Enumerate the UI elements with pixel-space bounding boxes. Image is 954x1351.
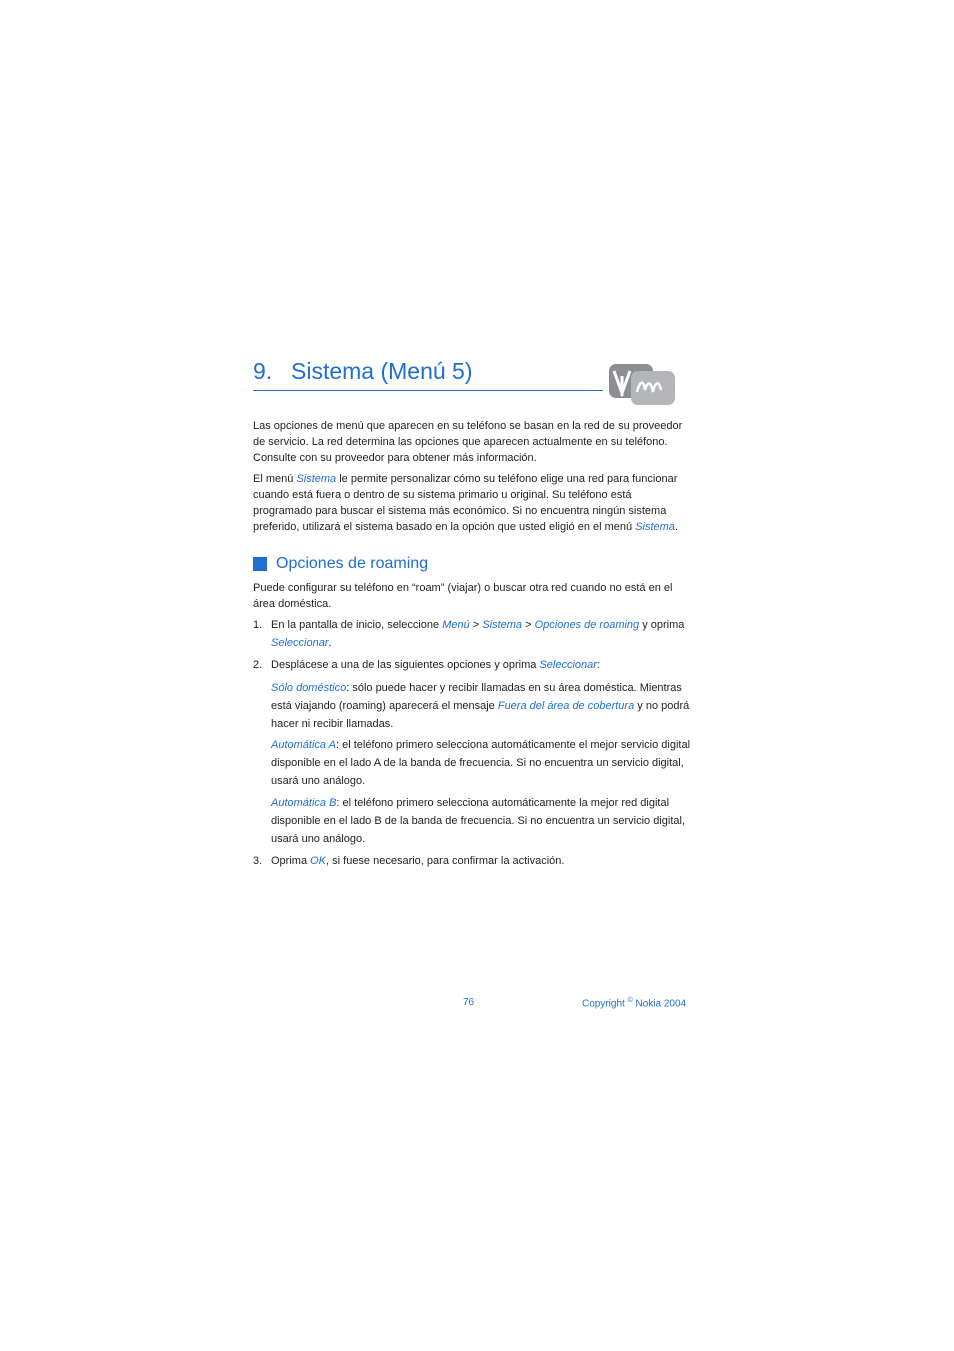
section-intro: Puede configurar su teléfono en “roam” (viajar) o buscar otra red cuando no está en el área doméstica. bbox=[253, 582, 673, 610]
option-name-link[interactable]: Sólo doméstico bbox=[271, 682, 347, 694]
text-run: Oprima bbox=[271, 855, 311, 867]
option-automatica-a bbox=[271, 736, 691, 790]
menu-link-seleccionar[interactable]: Seleccionar bbox=[539, 659, 597, 671]
menu-link-ok[interactable]: OK bbox=[310, 855, 327, 867]
text-run: > bbox=[522, 619, 535, 631]
text-run: y no podrá hacer ni recibir llamadas. bbox=[271, 700, 690, 730]
menu-link-sistema[interactable]: Sistema bbox=[635, 521, 675, 533]
section-square-icon bbox=[253, 557, 267, 571]
copyright-notice bbox=[582, 997, 686, 1009]
text-run: . bbox=[328, 637, 332, 649]
copyright-symbol: © bbox=[627, 997, 633, 1004]
section-heading bbox=[253, 553, 428, 575]
step-number: 2. bbox=[253, 659, 263, 671]
antenna-network-icon bbox=[609, 362, 675, 406]
option-name-link[interactable]: Automática B bbox=[271, 797, 337, 809]
step-1 bbox=[271, 616, 691, 652]
text-run: . bbox=[674, 521, 678, 533]
intro-paragraph-1: Las opciones de menú que aparecen en su teléfono se basan en la red de su proveedor de servicio. La red determina las opciones que aparecen actualmente en su teléfono. Consulte con su proveedor para obtener más información. bbox=[253, 420, 683, 464]
intro-paragraph-2 bbox=[253, 471, 693, 535]
text-run: : el teléfono primero selecciona automáticamente la mejor red digital disponible en el lado B de la banda de frecuencia. Si no encuentra un servicio digital, usará uno análogo. bbox=[271, 797, 685, 845]
step-3 bbox=[271, 852, 691, 870]
option-solo-domestico bbox=[271, 679, 691, 733]
text-run: y oprima bbox=[639, 619, 685, 631]
text-run: El menú bbox=[253, 473, 297, 485]
text-run: Desplácese a una de las siguientes opciones y oprima bbox=[271, 659, 540, 671]
menu-link-sistema[interactable]: Sistema bbox=[296, 473, 337, 485]
message-link: Fuera del área de cobertura bbox=[497, 700, 635, 712]
text-run: > bbox=[469, 619, 483, 631]
text-run: Nokia 2004 bbox=[632, 998, 687, 1010]
text-run: : sólo puede hacer y recibir llamadas en su área doméstica. Mientras está viajando (roaming) aparecerá el mensaje bbox=[271, 682, 682, 712]
menu-link-seleccionar[interactable]: Seleccionar bbox=[271, 637, 329, 649]
menu-link-sistema[interactable]: Sistema bbox=[482, 619, 523, 631]
option-name-link[interactable]: Automática A bbox=[271, 739, 337, 751]
text-run: En la pantalla de inicio, seleccione bbox=[271, 619, 443, 631]
step-number: 3. bbox=[253, 855, 263, 867]
menu-link-menu[interactable]: Menú bbox=[442, 619, 470, 631]
menu-link-opciones-roaming[interactable]: Opciones de roaming bbox=[534, 619, 640, 631]
chapter-number: 9. bbox=[253, 358, 273, 384]
chapter-title-text: Sistema (Menú 5) bbox=[291, 358, 473, 384]
text-run: Copyright bbox=[582, 998, 628, 1010]
text-run: le permite personalizar cómo su teléfono elige una red para funcionar cuando está fuera o dentro de su sistema primario u original. Su teléfono está programado para buscar el sistema más económico. Si no encuentra ningún sistema preferido, utilizará el sistema basado en la opción que usted eligió en el menú bbox=[253, 473, 678, 533]
page-number: 76 bbox=[463, 997, 475, 1008]
step-2 bbox=[271, 656, 691, 674]
text-run: : bbox=[596, 659, 600, 671]
text-run: , si fuese necesario, para confirmar la activación. bbox=[326, 855, 565, 867]
step-number: 1. bbox=[253, 619, 263, 631]
title-rule bbox=[253, 390, 603, 391]
option-automatica-b bbox=[271, 794, 691, 848]
text-run: : el teléfono primero selecciona automáticamente el mejor servicio digital disponible en el lado A de la banda de frecuencia. Si no encuentra un servicio digital, usará uno análogo. bbox=[271, 739, 691, 787]
section-title: Opciones de roaming bbox=[276, 555, 429, 572]
chapter-title bbox=[253, 356, 473, 386]
